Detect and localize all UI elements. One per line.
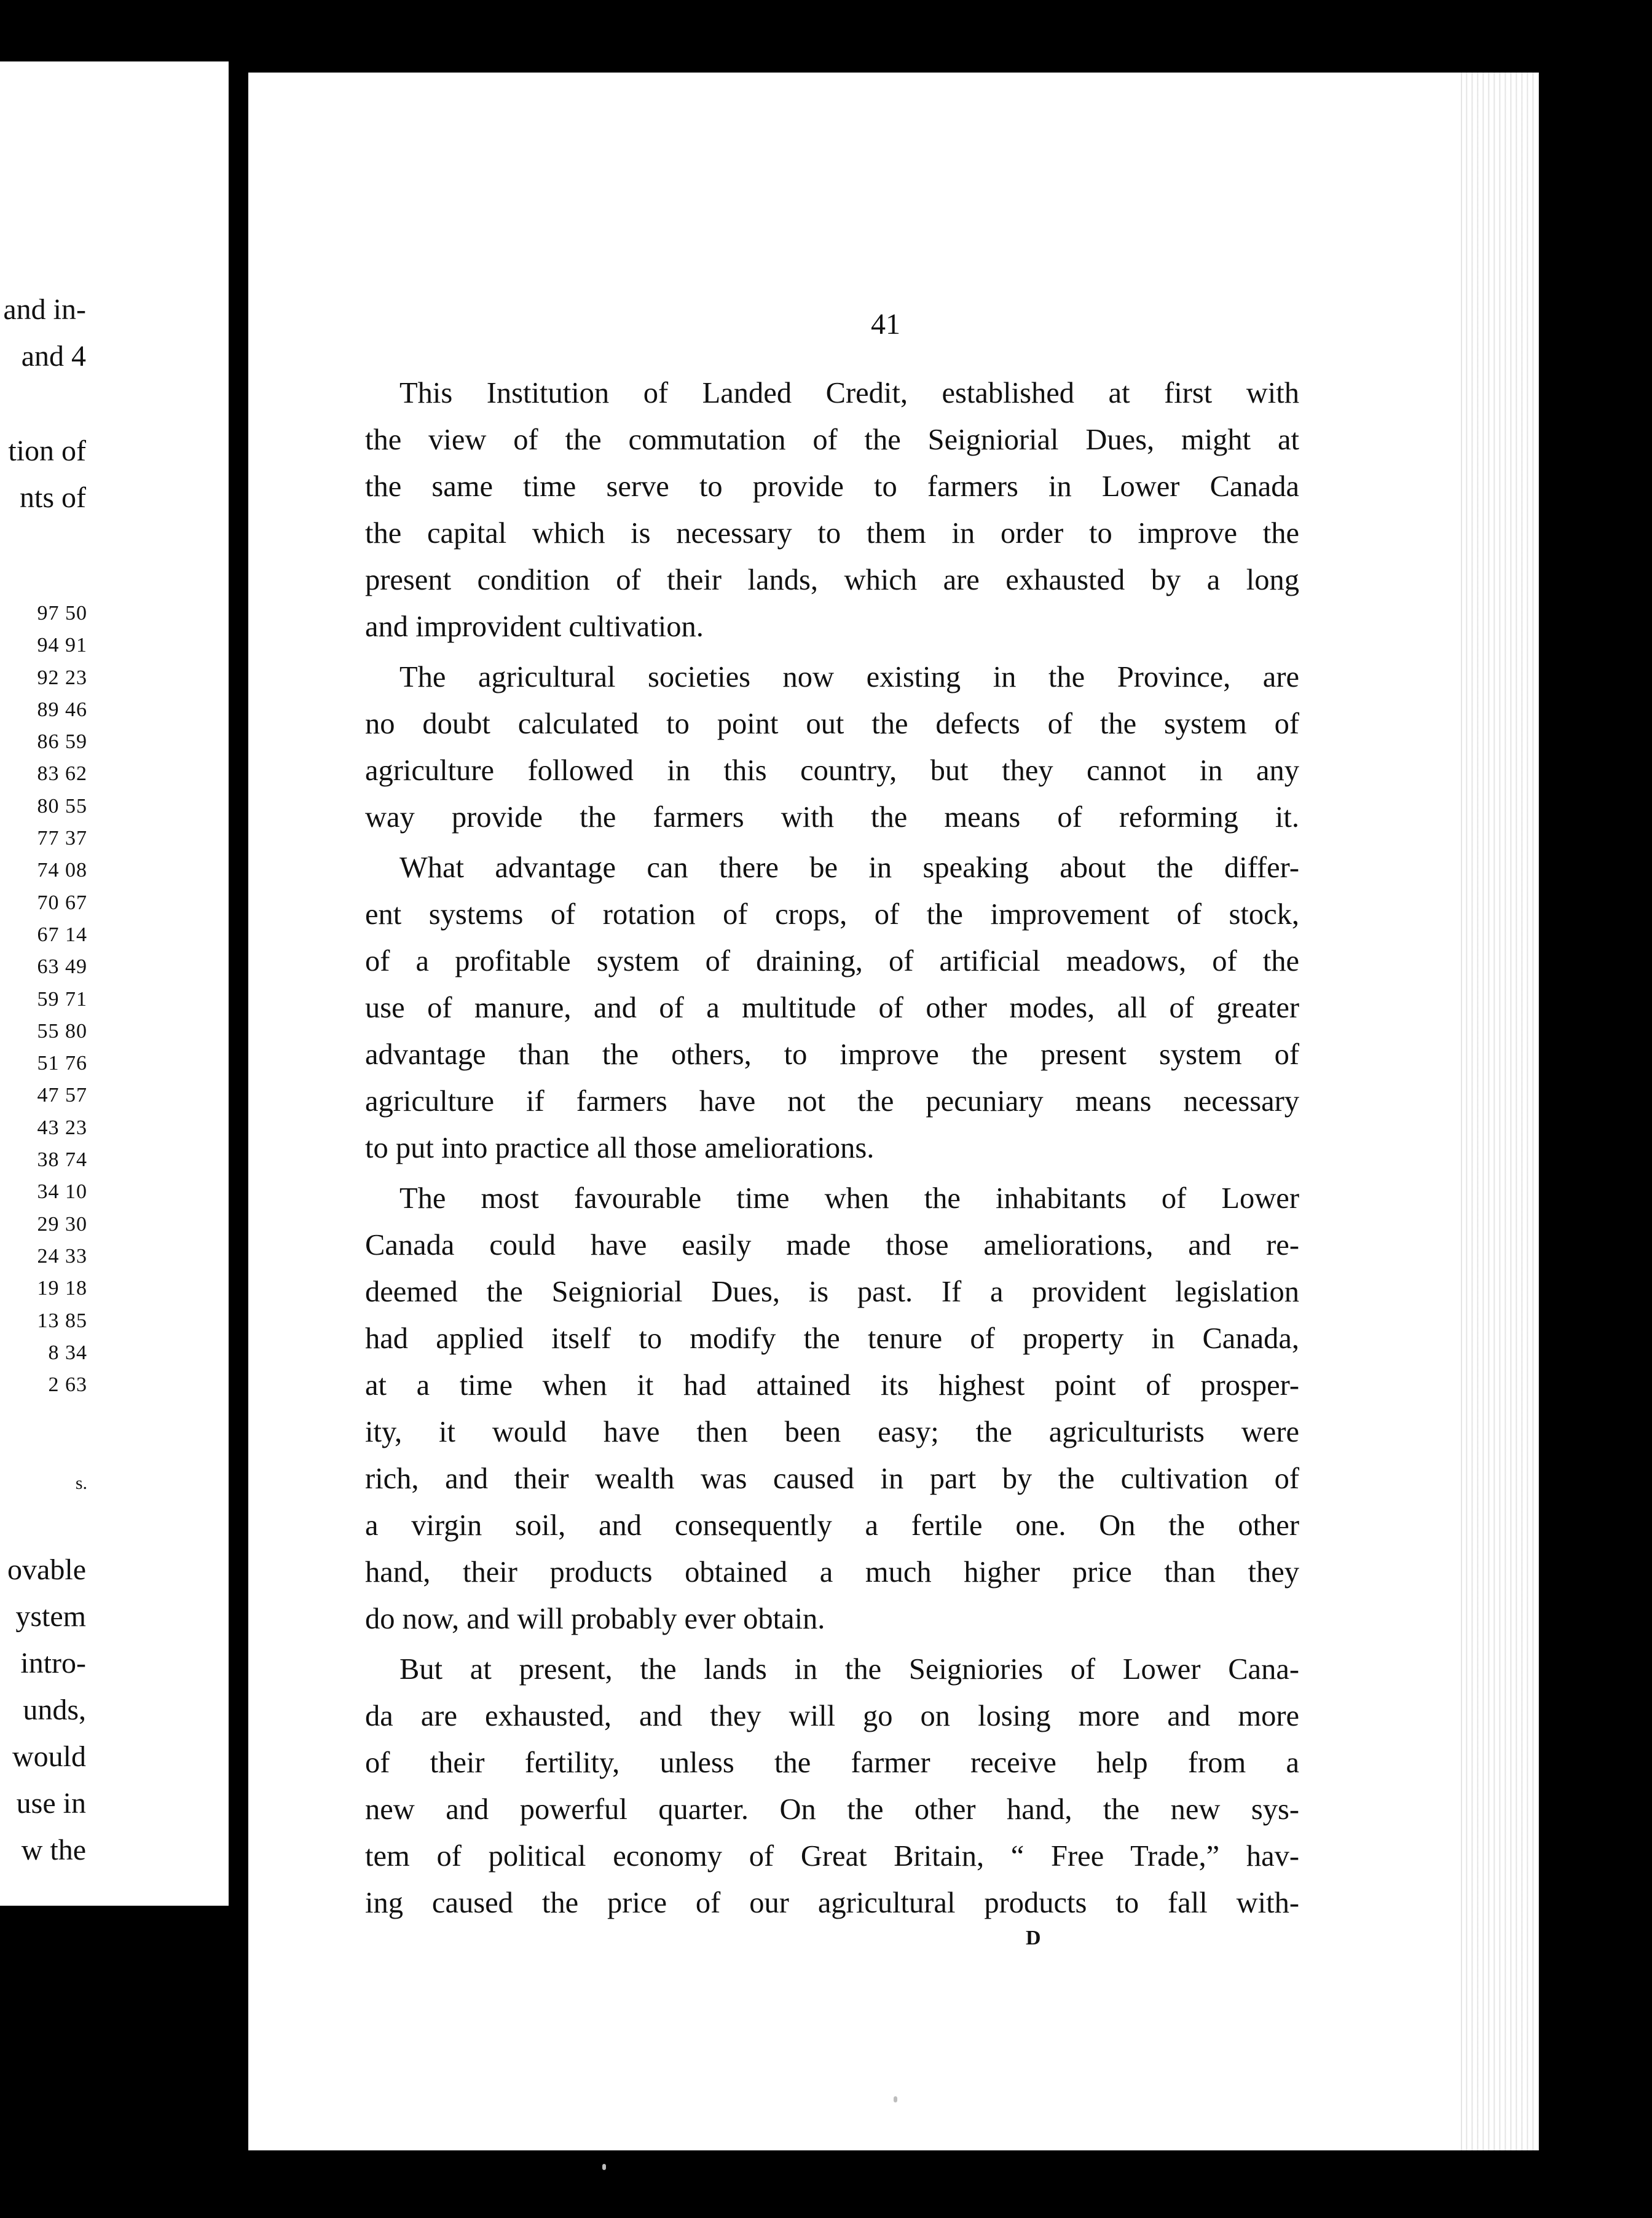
book-page: [248, 73, 1539, 2150]
text-line: What advantage can there be in speaking about the differ-: [399, 851, 1299, 884]
text-line: no doubt calculated to point out the defects of the system of: [365, 708, 1299, 740]
left-page-number-column: [0, 598, 87, 1401]
left-page-number: 2 63: [48, 1373, 87, 1397]
left-page-line: ovable: [7, 1553, 86, 1586]
left-page-line: and in-: [3, 293, 86, 326]
book-gutter: [229, 0, 248, 2218]
text-line: hand, their products obtained a much higher price than they: [365, 1556, 1299, 1589]
left-page-line: would: [12, 1740, 86, 1773]
left-page-number: 80 55: [37, 794, 87, 818]
text-line: deemed the Seigniorial Dues, is past. If a provident legislation: [365, 1276, 1299, 1308]
text-line: of a profitable system of draining, of artificial meadows, of the: [365, 945, 1299, 977]
text-line: The most favourable time when the inhabitants of Lower: [399, 1182, 1299, 1215]
left-page-number: 47 57: [37, 1084, 87, 1107]
paragraph: [365, 1175, 1299, 1643]
left-page-number: 8 34: [48, 1341, 87, 1364]
left-page-number: 74 08: [37, 859, 87, 882]
left-page-line: tion of: [8, 435, 86, 467]
text-line: advantage than the others, to improve the present system of: [365, 1038, 1299, 1071]
previous-page-fragment: [0, 61, 229, 1906]
left-page-line: unds,: [23, 1694, 86, 1726]
page-number: 41: [871, 308, 900, 341]
left-page-line: nts of: [20, 481, 86, 514]
left-page-number: 19 18: [37, 1277, 87, 1300]
text-line: a virgin soil, and consequently a fertile one. On the other: [365, 1509, 1299, 1542]
paragraph: [365, 654, 1299, 841]
paragraph: [365, 370, 1299, 650]
text-line: the same time serve to provide to farmers in Lower Canada: [365, 470, 1299, 503]
signature-mark: D: [1026, 1927, 1041, 1949]
text-line: of their fertility, unless the farmer receive help from a: [365, 1746, 1299, 1779]
left-page-line: and 4: [21, 340, 86, 373]
left-page-bottom-text: [0, 1547, 86, 1874]
text-line: do now, and will probably ever obtain.: [365, 1603, 825, 1635]
text-line: the view of the commutation of the Seigniorial Dues, might at: [365, 424, 1299, 456]
text-line: ity, it would have then been easy; the agriculturists were: [365, 1416, 1299, 1448]
left-page-number: 89 46: [37, 698, 87, 721]
left-page-number: 59 71: [37, 987, 87, 1011]
text-line: da are exhausted, and they will go on losing more and more: [365, 1700, 1299, 1732]
left-page-number: 55 80: [37, 1019, 87, 1043]
left-page-number: 77 37: [37, 827, 87, 850]
left-page-number: 83 62: [37, 762, 87, 786]
text-line: ing caused the price of our agricultural products to fall with-: [365, 1887, 1299, 1919]
left-page-number: 51 76: [37, 1052, 87, 1075]
text-line: present condition of their lands, which are exhausted by a long: [365, 564, 1299, 596]
left-page-number: 97 50: [37, 602, 87, 625]
text-line: had applied itself to modify the tenure of property in Canada,: [365, 1322, 1299, 1355]
left-page-number: 38 74: [37, 1148, 87, 1172]
left-page-line: use in: [16, 1787, 86, 1820]
left-page-tail: s.: [75, 1473, 87, 1493]
text-line: rich, and their wealth was caused in part by the cultivation of: [365, 1462, 1299, 1495]
paper-speck: [602, 2164, 606, 2170]
text-line: But at present, the lands in the Seigniories of Lower Cana-: [399, 1653, 1299, 1686]
left-page-line: intro-: [20, 1647, 86, 1679]
left-page-number: 67 14: [37, 923, 87, 946]
left-page-line: ystem: [15, 1600, 86, 1633]
text-line: the capital which is necessary to them in order to improve the: [365, 517, 1299, 550]
text-line: ent systems of rotation of crops, of the improvement of stock,: [365, 898, 1299, 931]
paper-speck: [894, 2096, 897, 2102]
text-line: new and powerful quarter. On the other hand, the new sys-: [365, 1793, 1299, 1826]
left-page-number: 34 10: [37, 1180, 87, 1204]
text-line: at a time when it had attained its highest point of prosper-: [365, 1369, 1299, 1402]
text-line: Canada could have easily made those ameliorations, and re-: [365, 1229, 1299, 1261]
left-page-number: 13 85: [37, 1309, 87, 1332]
page-edges: [1461, 73, 1539, 2150]
text-line: tem of political economy of Great Britain, “ Free Trade,” hav-: [365, 1840, 1299, 1873]
text-line: use of manure, and of a multitude of other modes, all of greater: [365, 992, 1299, 1024]
text-line: to put into practice all those ameliorations.: [365, 1132, 875, 1164]
text-line: agriculture if farmers have not the pecuniary means necessary: [365, 1085, 1299, 1118]
left-page-number: 94 91: [37, 634, 87, 657]
text-line: The agricultural societies now existing in the Province, are: [399, 661, 1299, 693]
left-page-line: w the: [21, 1834, 86, 1866]
text-line: and improvident cultivation.: [365, 610, 704, 643]
text-line: agriculture followed in this country, but they cannot in any: [365, 754, 1299, 787]
left-page-number: 70 67: [37, 891, 87, 914]
left-page-number: 29 30: [37, 1212, 87, 1236]
text-line: way provide the farmers with the means of reforming it.: [365, 801, 1299, 834]
left-page-number: 63 49: [37, 955, 87, 979]
left-page-number: 24 33: [37, 1244, 87, 1268]
left-page-number: 92 23: [37, 666, 87, 689]
text-line: This Institution of Landed Credit, established at first with: [399, 377, 1299, 409]
left-page-number: 86 59: [37, 730, 87, 754]
paragraph: [365, 845, 1299, 1172]
left-page-number: 43 23: [37, 1116, 87, 1139]
paragraph: [365, 1646, 1299, 1927]
page-body: [365, 370, 1299, 1930]
